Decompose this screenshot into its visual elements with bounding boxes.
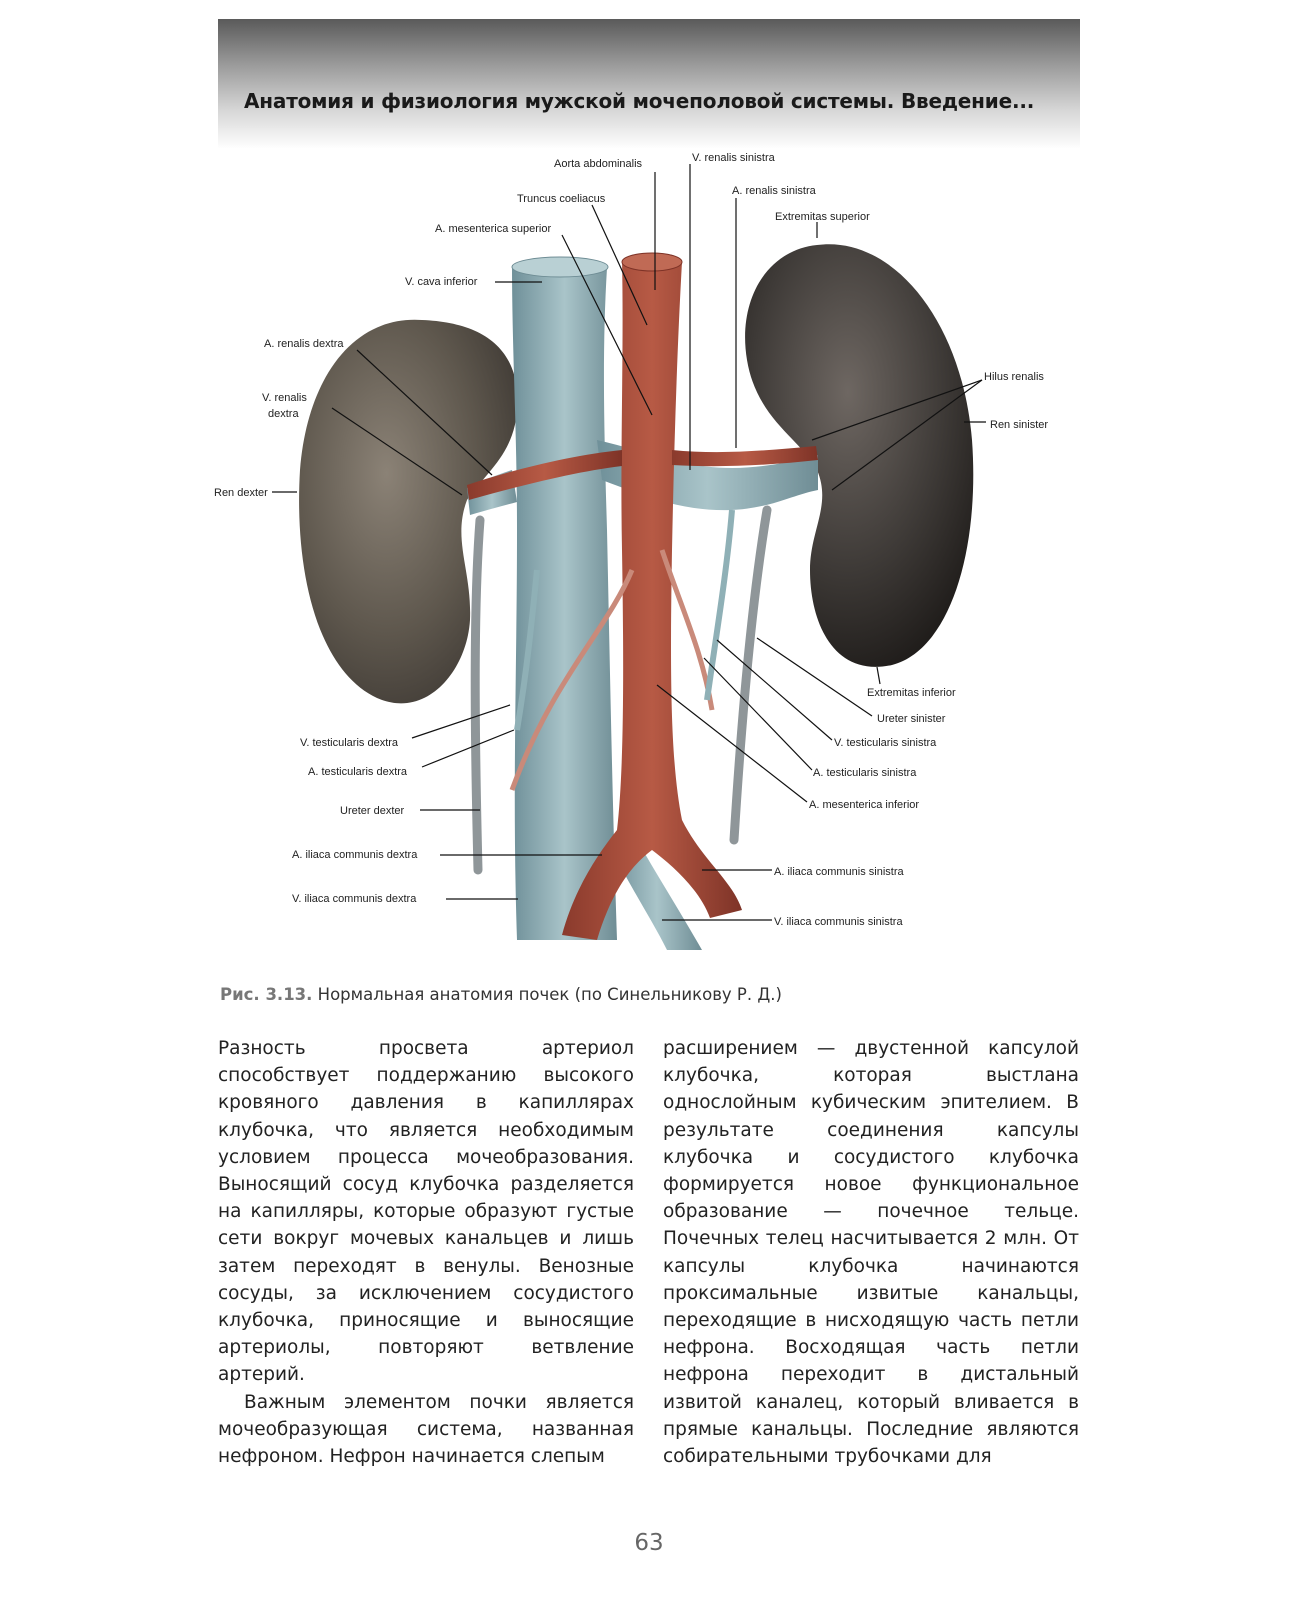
text-column-left — [218, 1035, 634, 1470]
label-a-iliaca-communis-dextra: A. iliaca communis dextra — [292, 849, 418, 861]
label-v-iliaca-communis-sinistra: V. iliaca communis sinistra — [774, 916, 903, 928]
chapter-title: Анатомия и физиология мужской мочеполовой системы. Введение... — [244, 89, 1035, 113]
label-ureter-dexter: Ureter dexter — [340, 805, 405, 817]
chapter-header — [218, 19, 1080, 149]
aorta-top — [622, 253, 682, 271]
label-aorta-abdominalis: Aorta abdominalis — [554, 158, 643, 170]
ureter-dexter — [475, 520, 480, 870]
label-ren-dexter: Ren dexter — [214, 487, 268, 499]
label-extremitas-superior: Extremitas superior — [775, 211, 870, 223]
label-ren-sinister: Ren sinister — [990, 419, 1049, 431]
label-truncus-coeliacus: Truncus coeliacus — [517, 193, 606, 205]
figure-caption — [220, 985, 782, 1004]
label-a-testicularis-dextra: A. testicularis dextra — [308, 766, 408, 778]
label-v-testicularis-sinistra: V. testicularis sinistra — [834, 737, 937, 749]
label-a-renalis-dextra: A. renalis dextra — [264, 338, 344, 350]
text-column-right — [663, 1035, 1079, 1470]
figure-number: Рис. 3.13. — [220, 985, 313, 1004]
paragraph: Разность просвета артериол способствует поддержанию высокого кровяного давления в капиллярах клубочка, что является необходимым условием процесса мочеобразования. Выносящий сосуд клубочка разделяется на капилляры, которые образуют густые сети вокруг мочевых канальцев и лишь затем переходят в венулы. Венозные сосуды, за исключением сосудистого клубочка, приносящие и выносящие артериолы, повторяют ветвление артерий. — [218, 1038, 634, 1386]
label-a-mesenterica-superior: A. mesenterica superior — [435, 223, 552, 235]
label-v-testicularis-dextra: V. testicularis dextra — [300, 737, 399, 749]
page-number: 63 — [634, 1530, 664, 1556]
kidney-anatomy-illustration — [212, 150, 1092, 970]
label-hilus-renalis: Hilus renalis — [984, 371, 1044, 383]
ureter-sinister — [734, 510, 767, 840]
label-v-renalis-sinistra: V. renalis sinistra — [692, 152, 775, 164]
label-a-testicularis-sinistra: A. testicularis sinistra — [813, 767, 917, 779]
label-v-cava-inferior: V. cava inferior — [405, 276, 478, 288]
label-extremitas-inferior: Extremitas inferior — [867, 687, 956, 699]
label-a-iliaca-communis-sinistra: A. iliaca communis sinistra — [774, 866, 904, 878]
label-a-mesenterica-inferior: A. mesenterica inferior — [809, 799, 920, 811]
paragraph: Важным элементом почки является мочеобразующая система, названная нефроном. Нефрон начинается слепым — [218, 1391, 634, 1468]
label-v-renalis-dextra-1: V. renalis — [262, 392, 307, 404]
vena-cava-inferior — [512, 265, 617, 940]
kidney-anatomy-figure — [212, 150, 1092, 970]
paragraph: расширением — двустенной капсулой клубочка, которая выстлана однослойным кубическим эпителием. В результате соединения капсулы клубочка и сосудистого клубочка формируется новое функциональное образование — почечное тельце. Почечных телец насчитывается 2 млн. От капсулы клубочка начинаются проксимальные извитые канальцы, переходящие в нисходящую часть петли нефрона. Восходящая часть петли нефрона переходит в дистальный извитой каналец, который вливается в прямые канальцы. Последние являются собирательными трубочками для — [663, 1038, 1079, 1468]
label-v-iliaca-communis-dextra: V. iliaca communis dextra — [292, 893, 417, 905]
vena-cava-top — [512, 257, 608, 277]
ren-dexter-shape — [299, 320, 517, 704]
figure-caption-text: Нормальная анатомия почек (по Синельникову Р. Д.) — [312, 985, 782, 1004]
label-ureter-sinister: Ureter sinister — [877, 713, 946, 725]
label-a-renalis-sinistra: A. renalis sinistra — [732, 185, 816, 197]
label-v-renalis-dextra-2: dextra — [268, 408, 299, 420]
v-testicularis-sinistra-shape — [707, 510, 732, 700]
